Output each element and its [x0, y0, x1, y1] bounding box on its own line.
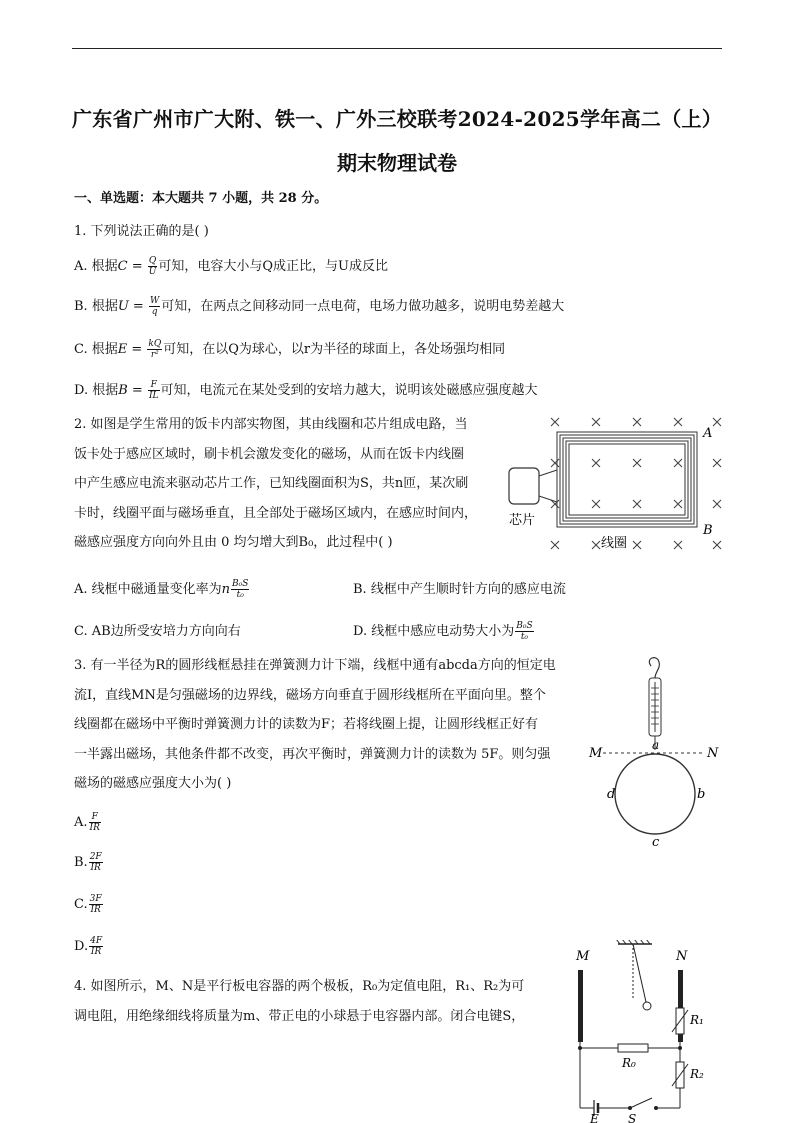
q4-circuit-figure — [560, 940, 732, 1123]
q3-spring-loop-figure — [585, 652, 725, 847]
label-r1: R₁ — [690, 1013, 704, 1027]
q2-card-figure — [505, 410, 725, 555]
paper-subtitle: 期末物理试卷 — [337, 151, 457, 175]
label-n: N — [676, 949, 688, 964]
q3-option-b: B. $\frac{2F}{IR}$ — [74, 852, 102, 873]
coil-windings — [557, 432, 697, 527]
label-b: b — [697, 787, 706, 802]
q2-option-c: C. AB边所受安培力方向向右 — [74, 624, 241, 639]
q2-option-b: B. 线框中产生顺时针方向的感应电流 — [353, 582, 566, 597]
q3-option-c: C. $\frac{3F}{IR}$ — [74, 894, 102, 915]
q1-a-prefix: A. 根据 — [74, 259, 118, 274]
q3-option-a: A. $\frac{F}{IR}$ — [74, 812, 100, 833]
label-e: E — [590, 1112, 599, 1123]
label-m: M — [576, 949, 590, 964]
q4-line: 4. 如图所示，M、N是平行板电容器的两个极板，R₀为定值电阻，R₁、R₂为可 — [74, 979, 525, 994]
header-rule — [72, 48, 722, 49]
q2-stem — [74, 410, 477, 558]
q1-d-text: 可知，电流元在某处受到的安培力越大，说明该处磁感应强度越大 — [160, 383, 538, 398]
q1-d-fraction: $\frac{F}{IL}$ — [148, 380, 159, 401]
q3-option-d: D. $\frac{4F}{IR}$ — [74, 936, 103, 957]
paper-title: 广东省广州市广大附、铁一、广外三校联考2024-2025学年高二（上） — [72, 107, 723, 131]
label-c: c — [652, 835, 660, 847]
q1-b-prefix: B. 根据 — [74, 299, 118, 314]
q1-c-prefix: C. 根据 — [74, 342, 118, 357]
q1-option-d: D. 根据B = $\frac{F}{IL}$ 可知，电流元在某处受到的安培力越大，说明该处磁感应强度越大 — [74, 380, 538, 401]
coil-label: 线圈 — [601, 536, 628, 551]
plate-m — [578, 970, 583, 1042]
label-s: S — [628, 1112, 637, 1123]
q1-d-prefix: D. 根据 — [74, 383, 119, 398]
q2-line: 2. 如图是学生常用的饭卡内部实物图，其由线圈和芯片组成电路，当 — [74, 417, 468, 432]
q4-line: 调电阻，用绝缘细线将质量为m、带正电的小球悬于电容器内部。闭合电键S， — [74, 1008, 525, 1024]
section-heading: 一、单选题：本大题共 7 小题，共 28 分。 — [74, 191, 328, 206]
label-r0: R₀ — [622, 1056, 636, 1070]
q1-c-fraction: $\frac{kQ}{\text{r²}}$ — [148, 339, 162, 360]
q1-stem: 1. 下列说法正确的是( ) — [74, 224, 209, 239]
label-n: N — [707, 746, 719, 761]
chip-icon — [509, 468, 539, 504]
q1-option-c: C. 根据E = $\frac{kQ}{\text{r²}}$ 可知，在以Q为球心，以r为半径的球面上，各处场强均相同 — [74, 339, 506, 360]
label-m: M — [589, 746, 603, 761]
q1-a-text: 可知，电容大小与Q成正比，与U成反比 — [158, 259, 388, 274]
label-d: d — [607, 787, 616, 802]
vertex-b-label: B — [703, 523, 713, 538]
q3-line: 一半露出磁场，其他条件都不改变，再次平衡时，弹簧测力计的读数为 5F。则匀强 — [74, 746, 551, 762]
q3-line: 流I，直线MN是匀强磁场的边界线，磁场方向垂直于圆形线框所在平面向里。整个 — [74, 687, 546, 703]
hand-hook-icon — [649, 658, 659, 678]
q3-line: 磁场的磁感应强度大小为( ) — [74, 776, 232, 791]
q2-line: 磁感应强度方向向外且由 0 均匀增大到B₀，此过程中( ) — [74, 535, 393, 550]
resistor-r0 — [618, 1044, 648, 1052]
q2-line: 饭卡处于感应区域时，刷卡机会激发变化的磁场，从而在饭卡内线圈 — [74, 446, 465, 462]
q2-line: 卡时，线圈平面与磁场垂直，且全部处于磁场区域内，在感应时间内， — [74, 505, 478, 521]
q1-b-fraction: $\frac{W}{q}$ — [149, 296, 160, 317]
q1-c-text: 可知，在以Q为球心，以r为半径的球面上，各处场强均相同 — [163, 342, 506, 357]
q2-line: 中产生感应电流来驱动芯片工作，已知线圈面积为S，共n匝，某次刷 — [74, 476, 469, 491]
q1-a-fraction: $\frac{Q}{U}$ — [148, 256, 157, 277]
circular-loop — [615, 754, 695, 834]
vertex-a-label: A — [703, 426, 713, 441]
chip-label: 芯片 — [509, 513, 536, 528]
q2-option-a: A. 线框中磁通量变化率为n $\frac{\text{B₀S}}{\text{t₀}}$ — [74, 579, 249, 600]
q3-line: 3. 有一半径为R的圆形线框悬挂在弹簧测力计下端，线框中通有abcda方向的恒定电 — [74, 658, 556, 673]
charged-ball — [643, 1002, 651, 1010]
q2-option-d: D. 线框中感应电动势大小为 $\frac{\text{B₀S}}{\text{t₀}}$ — [353, 621, 533, 642]
label-a: a — [652, 738, 660, 752]
q1-option-b: B. 根据U = $\frac{W}{q}$ 可知，在两点之间移动同一点电荷，电场力做功越多，说明电势差越大 — [74, 296, 565, 317]
q3-stem — [74, 651, 556, 799]
q1-option-a: A. 根据C = $\frac{Q}{U}$ 可知，电容大小与Q成正比，与U成反比 — [74, 256, 388, 277]
q1-b-text: 可知，在两点之间移动同一点电荷，电场力做功越多，说明电势差越大 — [161, 299, 565, 314]
q3-line: 线圈都在磁场中平衡时弹簧测力计的读数为F；若将线圈上提，让圆形线框正好有 — [74, 717, 539, 732]
switch-s — [630, 1098, 652, 1108]
label-r2: R₂ — [690, 1067, 704, 1081]
q4-stem — [74, 972, 524, 1031]
